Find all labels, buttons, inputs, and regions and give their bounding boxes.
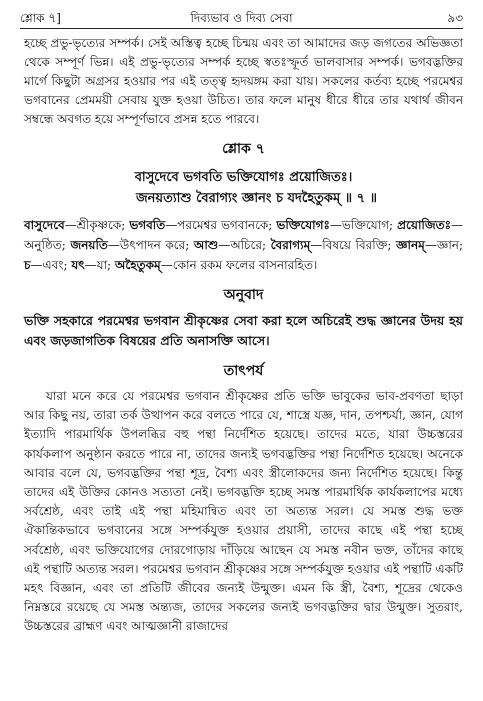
synonym-meaning: শ্রীকৃষ্ণকে; [76,218,130,232]
synonym-meaning: অচিরে; [230,238,271,252]
synonym-meaning: কোন রকম ফলের বাসনারহিত। [172,258,318,272]
verse-line-2: জনয়ত্যাশু বৈরাগ্যং জ্ঞানং চ যদহৈতুকম্ ॥ ৭ ॥ [136,191,377,206]
synonym-word: অহৈতুকম্ [114,258,161,272]
synonym-meaning: জ্ঞান; [436,238,463,252]
synonym-word: বৈরাগ্যম্ [270,238,311,252]
header-chapter-title: দিব্যভাব ও দিব্য সেবা [190,11,293,25]
sloka-heading: শ্লোক ৭ [222,141,265,157]
purport-paragraph: যারা মনে করে যে পরমেশ্বর ভগবান শ্রীকৃষ্ণের প্রতি ভক্তি ভাবুকের ভাব-প্রবণতা ছাড়া আর কিছু নয়, তারা তর্ক উত্থাপন করে বলতে পারে যে, শাস্ত্রে যজ্ঞ, দান, তপশ্চর্যা, জ্ঞান, যোগ ইত্যাদি পারমার্থিক উপলব্ধির বহু পন্থা নির্দেশিত হয়েছে। তাদের মতে, যারা উচ্চস্তরের কার্যকলাপ অনুষ্ঠান করতে পারে না, তাদের জন্যই ভগবদ্ভক্তির পন্থা নির্দেশিত হয়েছে। অনেকে আবার বলে যে, ভগবদ্ভক্তির পন্থা শূদ্র, বৈশ্য এবং স্ত্রীলোকদের জন্য নির্দেশিত হয়েছে। কিন্তু তাদের এই উক্তির কোনও সত্যতা নেই। ভগবদ্ভক্তি হচ্ছে সমস্ত পারমার্থিক কার্যকলাপের মধ্যে সর্বশ্রেষ্ঠ, এবং তাই এই পন্থা মহিমান্বিত এবং তা অত্যন্ত সরল। যে সমস্ত শুদ্ধ ভক্ত ঐকান্তিকভাবে ভগবানের সঙ্গে সম্পর্কযুক্ত হওয়ার প্রয়াসী, তাদের কাছে এই পন্থা হচ্ছে সর্বশ্রেষ্ঠ, এবং ভক্তিযোগের দোরগোড়ায় দাঁড়িয়ে আছেন যে সমস্ত নবীন ভক্ত, তাঁদের কাছে এই পন্থাটি অত্যন্ত সরল। পরমেশ্বর ভগবান শ্রীকৃষ্ণের সঙ্গে সম্পর্কযুক্ত হওয়ার এই পন্থাটি একটি মহৎ বিজ্ঞান, এবং তা প্রতিটি জীবের জন্যই উন্মুক্ত। এমন কি স্ত্রী, বৈশ্য, শূদ্রের থেকেও নিম্নস্তরে রয়েছে যে সমস্ত অন্ত্যজ, তাদের সকলের জন্যই ভগবদ্ভক্তির দ্বার উন্মুক্ত। সুতরাং, উচ্চস্তরের ব্রাহ্মণ এবং আত্মজ্ঞানী রাজাদের [24,389,463,634]
page-content [24,34,463,637]
header-page-number: ৯৩ [447,11,463,25]
purport-block [24,387,463,637]
purport-heading: তাৎপর্য [223,363,264,379]
synonym-word: চ [24,258,31,272]
synonym-meaning: এবং; [42,258,72,272]
translation-block [24,311,463,351]
synonym-word: জনয়তি [70,238,108,252]
synonyms-block [24,215,463,275]
synonym-word: প্রয়োজিতঃ [397,218,451,232]
synonym-word: যৎ [71,258,85,272]
verse-line-1: বাসুদেবে ভগবতি ভক্তিযোগঃ প্রয়োজিতঃ। [134,170,353,185]
synonym-meaning: যা; [96,258,115,272]
running-header [20,6,463,29]
synonym-word: বাসুদেবে [24,218,65,232]
sanskrit-verse [24,167,463,209]
synonym-word: আশু [193,238,219,252]
header-verse-ref: শ্লোক ৭] [20,11,61,25]
synonym-word: ভক্তিযোগঃ [276,218,330,232]
synonym-word: জ্ঞানম্ [396,238,425,252]
intro-paragraph: হচ্ছে প্রভু-ভৃত্যের সম্পর্ক। সেই অস্তিত্ব হচ্ছে চিন্ময় এবং তা আমাদের জড় জগতের অভিজ্ঞতা থেকে সম্পূর্ণ ভিন্ন। এই প্রভু-ভৃত্যের সম্পর্ক হচ্ছে স্বতঃস্ফূর্ত ভালবাসার সম্পর্ক। ভগবদ্ভক্তির মার্গে কিছুটা অগ্রসর হওয়ার পর এই তত্ত্ব হৃদয়ঙ্গম করা যায়। সকলের কর্তব্য হচ্ছে পরমেশ্বর ভগবানের প্রেমময়ী সেবায় যুক্ত হওয়া উচিত। তার ফলে মানুষ ধীরে ধীরে তার যথার্থ জীবন সম্বন্ধে অবগত হয়ে সম্পূর্ণভাবে প্রসন্ন হতে পারবে। [24,36,463,126]
synonym-meaning: ভক্তিযোগ; [341,218,398,232]
synonym-meaning: বিষয়ে বিরক্তি; [322,238,397,252]
synonyms-paragraph: বাসুদেবে—শ্রীকৃষ্ণকে; ভগবতি—পরমেশ্বর ভগবানকে; ভক্তিযোগঃ—ভক্তিযোগ; প্রয়োজিতঃ—অনুষ্ঠিত; জনয়তি—উৎপাদন করে; আশু—অচিরে; বৈরাগ্যম্—বিষয়ে বিরক্তি; জ্ঞানম্—জ্ঞান; চ—এবং; যৎ—যা; অহৈতুকম্—কোন রকম ফলের বাসনারহিত। [24,218,463,272]
translation-text: ভক্তি সহকারে পরমেশ্বর ভগবান শ্রীকৃষ্ণের সেবা করা হলে অচিরেই শুদ্ধ জ্ঞানের উদয় হয় এবং জড়জাগতিক বিষয়ের প্রতি অনাসক্তি আসে। [24,313,463,348]
translation-heading: অনুবাদ [223,287,264,303]
intro-paragraph-block [24,34,463,129]
synonym-word: ভগবতি [129,218,166,232]
synonym-meaning: অনুষ্ঠিত; [24,238,71,252]
synonym-meaning: উৎপাদন করে; [119,238,194,252]
synonym-meaning: পরমেশ্বর ভগবানকে; [177,218,277,232]
